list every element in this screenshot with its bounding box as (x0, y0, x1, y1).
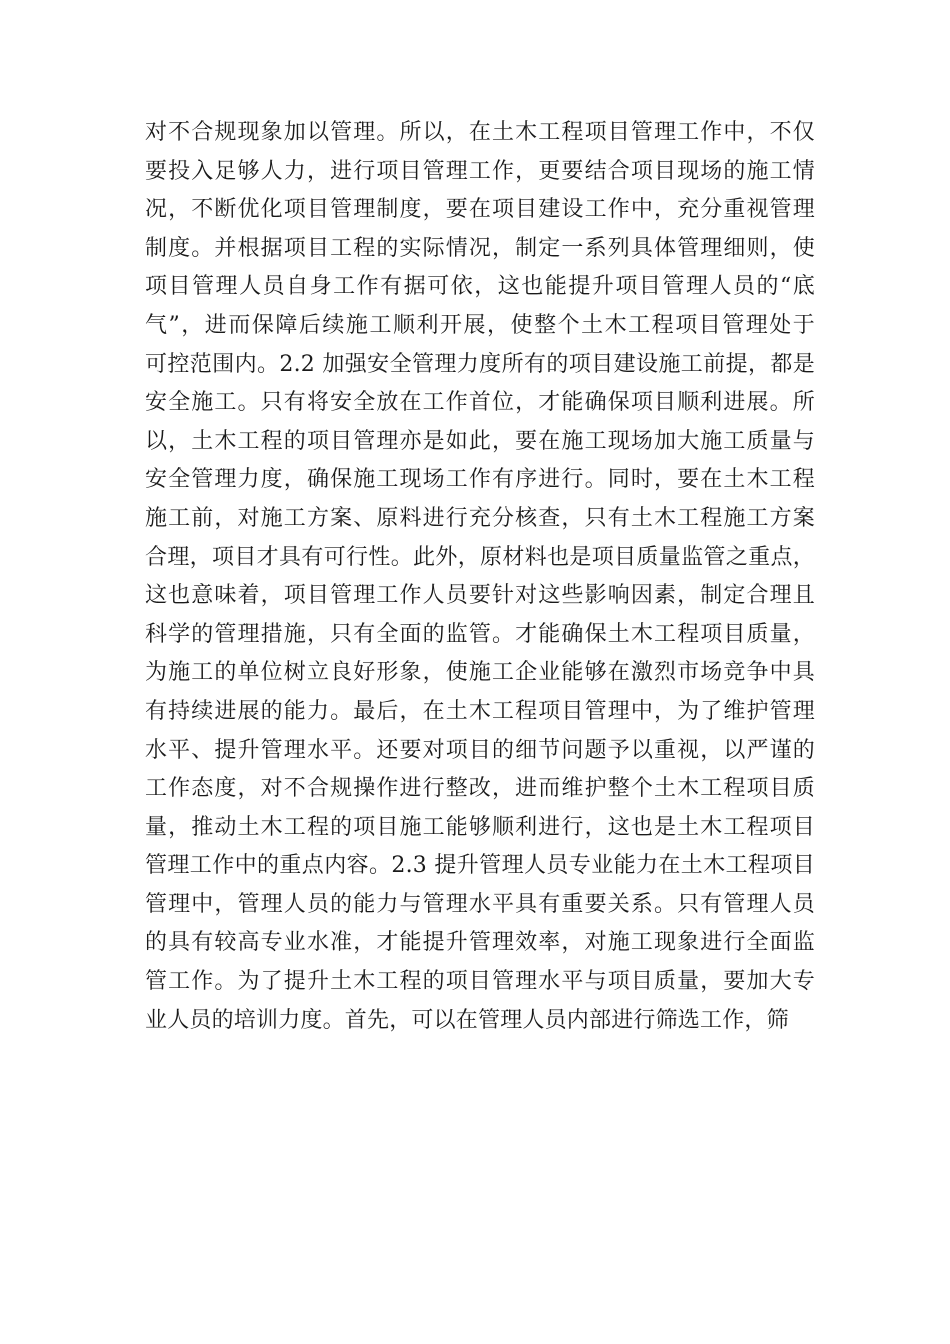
text-line: 要投入足够人力，进行项目管理工作，更要结合项目现场的施工情 (145, 158, 815, 184)
text-line: 管理工作中的重点内容。2.3 提升管理人员专业能力在土木工程项目 (145, 853, 815, 879)
text-line: 量，推动土木工程的项目施工能够顺利进行，这也是土木工程项目 (145, 814, 815, 840)
text-line: 项目管理人员自身工作有据可依，这也能提升项目管理人员的“底 (145, 274, 815, 300)
text-line: 况，不断优化项目管理制度，要在项目建设工作中，充分重视管理 (145, 197, 815, 223)
text-line: 以，土木工程的项目管理亦是如此，要在施工现场加大施工质量与 (145, 428, 815, 454)
body-text (145, 114, 815, 1040)
text-line: 施工前，对施工方案、原料进行充分核查，只有土木工程施工方案 (145, 505, 815, 531)
text-line: 制度。并根据项目工程的实际情况，制定一系列具体管理细则，使 (145, 235, 815, 261)
text-line: 的具有较高专业水准，才能提升管理效率，对施工现象进行全面监 (145, 930, 815, 956)
text-line: 为施工的单位树立良好形象，使施工企业能够在激烈市场竞争中具 (145, 660, 815, 686)
text-line: 水平、提升管理水平。还要对项目的细节问题予以重视，以严谨的 (145, 737, 815, 763)
text-line: 管理中，管理人员的能力与管理水平具有重要关系。只有管理人员 (145, 891, 815, 917)
text-line: 安全施工。只有将安全放在工作首位，才能确保项目顺利进展。所 (145, 390, 815, 416)
text-line: 这也意味着，项目管理工作人员要针对这些影响因素，制定合理且 (145, 583, 815, 609)
text-line: 合理，项目才具有可行性。此外，原材料也是项目质量监管之重点， (145, 544, 815, 570)
text-line: 安全管理力度，确保施工现场工作有序进行。同时，要在土木工程 (145, 467, 815, 493)
text-line: 有持续进展的能力。最后，在土木工程项目管理中，为了维护管理 (145, 698, 815, 724)
text-line: 对不合规现象加以管理。所以，在土木工程项目管理工作中，不仅 (145, 120, 815, 145)
text-line: 气”，进而保障后续施工顺利开展，使整个土木工程项目管理处于 (145, 312, 815, 338)
text-line: 科学的管理措施，只有全面的监管。才能确保土木工程项目质量， (145, 621, 815, 647)
text-line: 工作态度，对不合规操作进行整改，进而维护整个土木工程项目质 (145, 776, 815, 802)
text-line: 可控范围内。2.2 加强安全管理力度所有的项目建设施工前提，都是 (145, 351, 815, 377)
text-line: 管工作。为了提升土木工程的项目管理水平与项目质量，要加大专 (145, 969, 815, 995)
text-line: 业人员的培训力度。首先，可以在管理人员内部进行筛选工作，筛 (145, 1007, 789, 1033)
